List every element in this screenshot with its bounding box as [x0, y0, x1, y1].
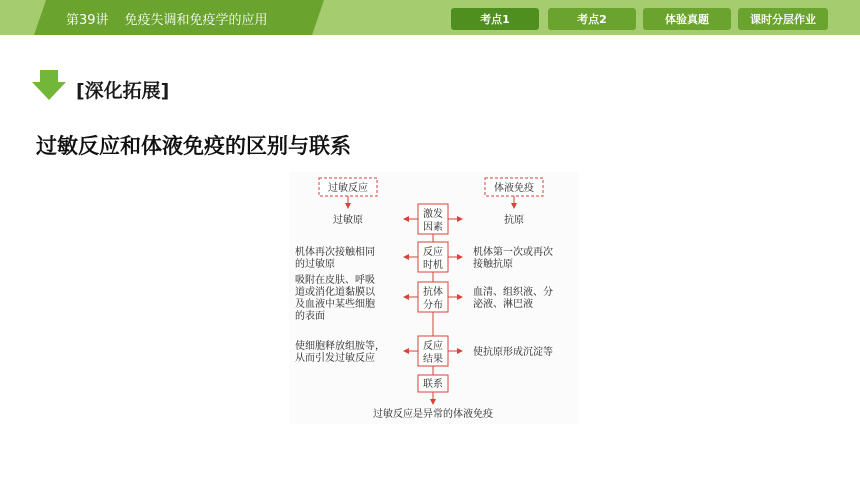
- top-bar: [0, 0, 860, 35]
- left-text-2-2: 及血液中某些细胞: [295, 299, 375, 310]
- right-text-2-0: 血清、组织液、分: [473, 287, 553, 298]
- link-label: 联系: [423, 379, 443, 390]
- section-label: [深化拓展]: [76, 80, 170, 102]
- page-heading: 过敏反应和体液免疫的区别与联系: [36, 134, 351, 158]
- left-text-3-0: 使细胞释放组胺等，: [295, 341, 385, 352]
- center-label-2-b: 分布: [423, 300, 443, 311]
- lecture-number: 第39讲: [66, 13, 109, 28]
- center-label-1-a: 反应: [423, 247, 443, 258]
- right-text-1-1: 接触抗原: [473, 259, 513, 270]
- left-text-1-0: 机体再次接触相同: [295, 247, 375, 258]
- left-title: 过敏反应: [328, 183, 368, 194]
- right-text-1-0: 机体第一次或再次: [473, 247, 553, 258]
- lecture-title: [66, 9, 268, 28]
- tab-keshi-zuoye[interactable]: 课时分层作业: [738, 8, 828, 30]
- conclusion-text: 过敏反应是异常的体液免疫: [373, 409, 493, 420]
- tab-kaodian2[interactable]: 考点2: [548, 8, 636, 30]
- left-text-1-1: 的过敏原: [295, 259, 335, 270]
- down-arrow-icon: [32, 70, 66, 100]
- right-title: 体液免疫: [494, 183, 534, 194]
- center-label-2-a: 抗体: [423, 287, 443, 298]
- right-text-2-1: 泌液、淋巴液: [473, 299, 533, 310]
- comparison-diagram: [289, 172, 579, 424]
- tab-kaodian1[interactable]: 考点1: [451, 8, 539, 30]
- diagram-layer: [295, 178, 553, 420]
- center-label-0-a: 激发: [423, 209, 443, 220]
- center-label-1-b: 时机: [423, 260, 443, 271]
- lecture-name: 免疫失调和免疫学的应用: [124, 13, 268, 28]
- right-text-3-0: 使抗原形成沉淀等: [473, 347, 553, 358]
- left-text-2-1: 道或消化道黏膜以: [295, 287, 375, 298]
- left-text-0-0: 过敏原: [333, 215, 363, 226]
- center-label-3-a: 反应: [423, 341, 443, 352]
- center-label-3-b: 结果: [423, 354, 443, 365]
- left-text-2-3: 的表面: [295, 311, 325, 322]
- tab-tiyan-zhenti[interactable]: 体验真题: [643, 8, 731, 30]
- left-text-2-0: 吸附在皮肤、呼吸: [295, 275, 375, 286]
- left-text-3-1: 从而引发过敏反应: [295, 353, 375, 364]
- right-text-0-0: 抗原: [504, 215, 524, 226]
- center-label-0-b: 因素: [423, 222, 443, 233]
